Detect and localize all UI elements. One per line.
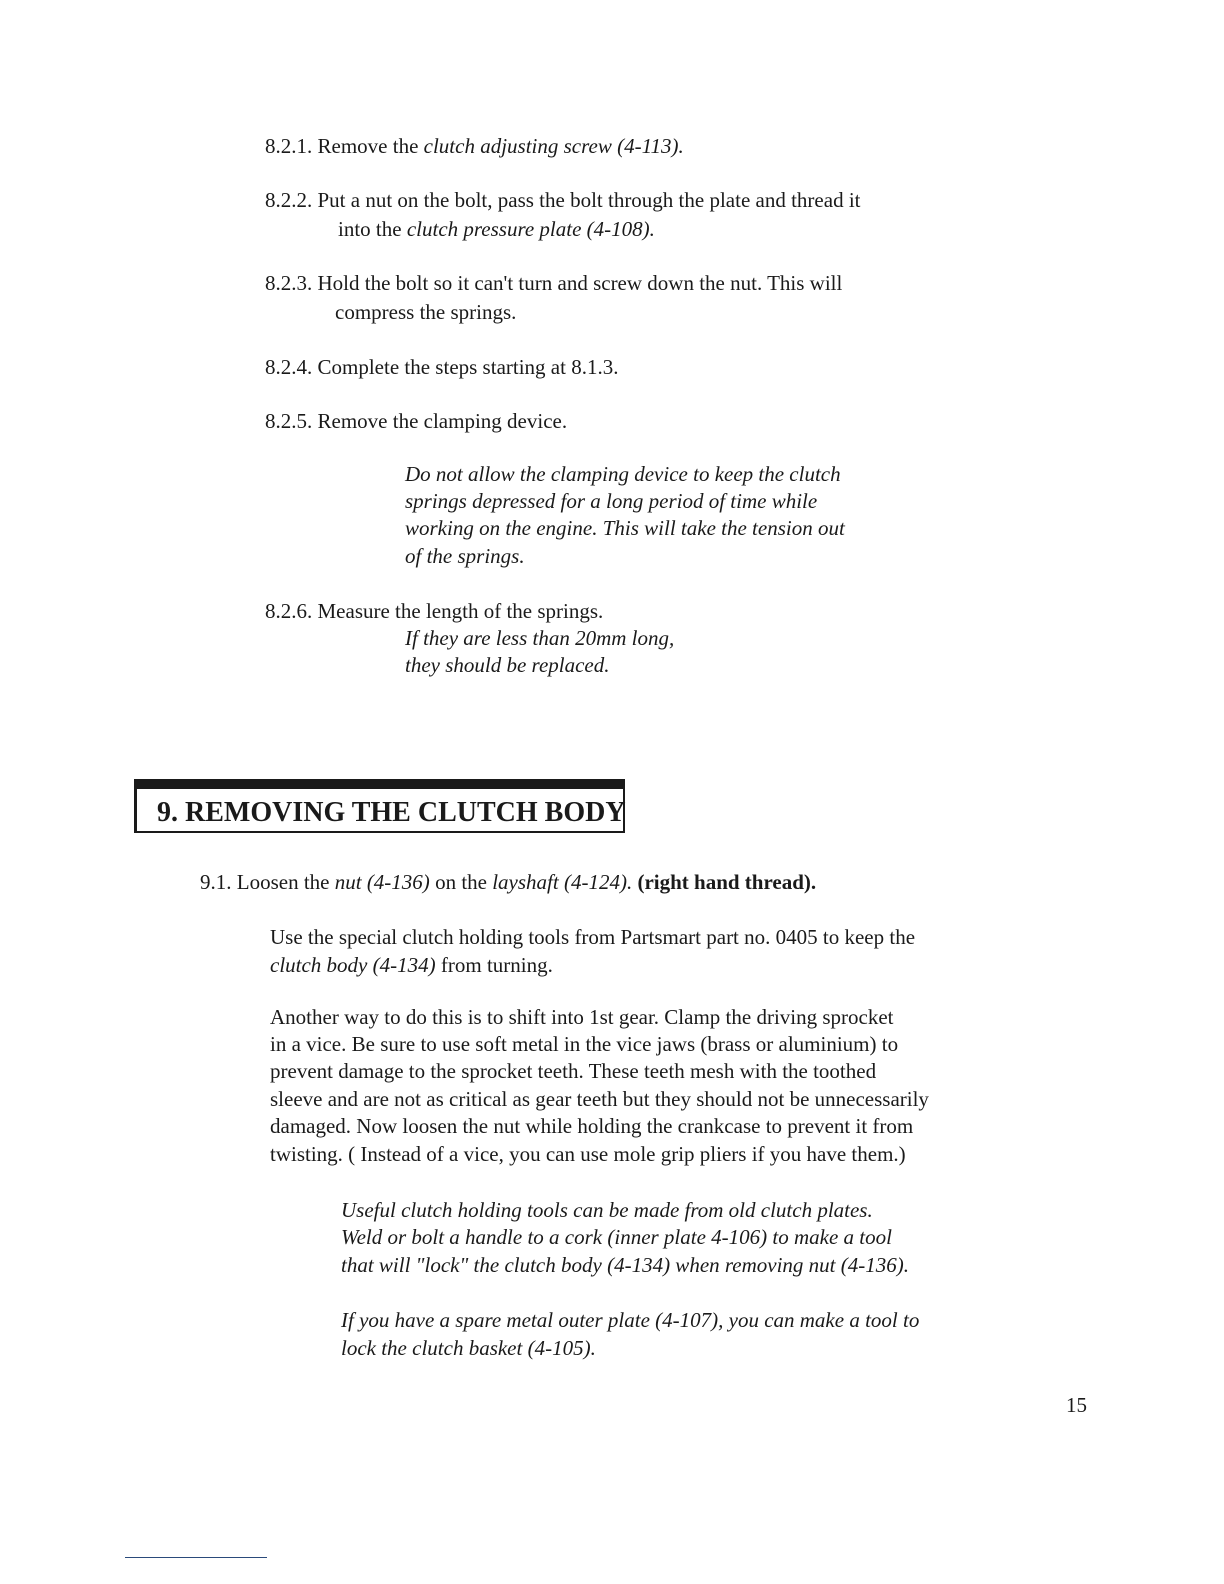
- note-springs-line: If they are less than 20mm long,: [405, 626, 675, 650]
- step-text: Measure the length of the springs.: [317, 599, 604, 623]
- para-text: from turning.: [440, 953, 553, 977]
- step-number: 8.2.6.: [265, 599, 313, 623]
- step-8-2-5: [265, 408, 567, 436]
- para-another-line: in a vice. Be sure to use soft metal in the vice jaws (brass or aluminium) to: [270, 1032, 899, 1056]
- step-text: Put a nut on the bolt, pass the bolt through the plate and thread it: [317, 188, 861, 212]
- step-8-2-3-line2: compress the springs.: [335, 300, 517, 324]
- note-clamp-line: working on the engine. This will take the tension out: [405, 516, 845, 540]
- section-title: 9. REMOVING THE CLUTCH BODY: [157, 797, 626, 828]
- note-useful-line: that will "lock" the clutch body (4-134) when removing nut (4-136).: [341, 1253, 909, 1277]
- para-tools-line1: Use the special clutch holding tools from Partsmart part no. 0405 to keep the: [270, 925, 916, 949]
- step-8-2-2-line2: [338, 216, 655, 244]
- step-number: 8.2.5.: [265, 409, 313, 433]
- footer-rule: [125, 1557, 267, 1558]
- step-number: 8.2.4.: [265, 355, 313, 379]
- step-text: on the: [435, 870, 487, 894]
- para-another-line: Another way to do this is to shift into 1st gear. Clamp the driving sprocket: [270, 1005, 894, 1029]
- part-reference: clutch body (4-134): [270, 953, 436, 977]
- note-clamp-line: of the springs.: [405, 544, 525, 568]
- para-another-line: damaged. Now loosen the nut while holding the crankcase to prevent it from: [270, 1114, 914, 1138]
- step-number: 8.2.1.: [265, 134, 313, 158]
- step-text: into the: [338, 217, 402, 241]
- para-another-line: sleeve and are not as critical as gear teeth but they should not be unnecessarily: [270, 1087, 929, 1111]
- step-8-2-4: [265, 354, 618, 382]
- thread-direction: (right hand thread).: [637, 870, 817, 894]
- step-number: 8.2.2.: [265, 188, 313, 212]
- section-header-bar: [134, 779, 625, 789]
- step-text: Hold the bolt so it can't turn and screw down the nut. This will: [317, 271, 843, 295]
- note-clamp-line: springs depressed for a long period of time while: [405, 489, 818, 513]
- step-number: 9.1.: [200, 870, 232, 894]
- step-9-1: [200, 869, 816, 897]
- para-another-line: prevent damage to the sprocket teeth. These teeth mesh with the toothed: [270, 1059, 877, 1083]
- para-another-line: twisting. ( Instead of a vice, you can use mole grip pliers if you have them.): [270, 1142, 906, 1166]
- step-text: Loosen the: [236, 870, 330, 894]
- step-text: Remove the: [317, 134, 419, 158]
- part-reference: clutch adjusting screw (4-113).: [423, 134, 684, 158]
- note-useful-line: Weld or bolt a handle to a cork (inner plate 4-106) to make a tool: [341, 1225, 892, 1249]
- note-spare-line: lock the clutch basket (4-105).: [341, 1336, 596, 1360]
- step-number: 8.2.3.: [265, 271, 313, 295]
- step-8-2-6: [265, 598, 603, 626]
- step-8-2-3: [265, 270, 842, 298]
- step-text: Complete the steps starting at 8.1.3.: [317, 355, 619, 379]
- part-reference: nut (4-136): [334, 870, 430, 894]
- para-tools-line2: [270, 952, 553, 980]
- note-clamp-line: Do not allow the clamping device to keep the clutch: [405, 462, 841, 486]
- note-spare-line: If you have a spare metal outer plate (4-107), you can make a tool to: [341, 1308, 920, 1332]
- note-springs-line: they should be replaced.: [405, 653, 610, 677]
- part-reference: layshaft (4-124).: [492, 870, 633, 894]
- page-number: 15: [1066, 1393, 1087, 1417]
- step-text: Remove the clamping device.: [317, 409, 568, 433]
- step-8-2-2: [265, 187, 861, 215]
- part-reference: clutch pressure plate (4-108).: [406, 217, 655, 241]
- note-useful-line: Useful clutch holding tools can be made from old clutch plates.: [341, 1198, 873, 1222]
- step-8-2-1: [265, 133, 684, 161]
